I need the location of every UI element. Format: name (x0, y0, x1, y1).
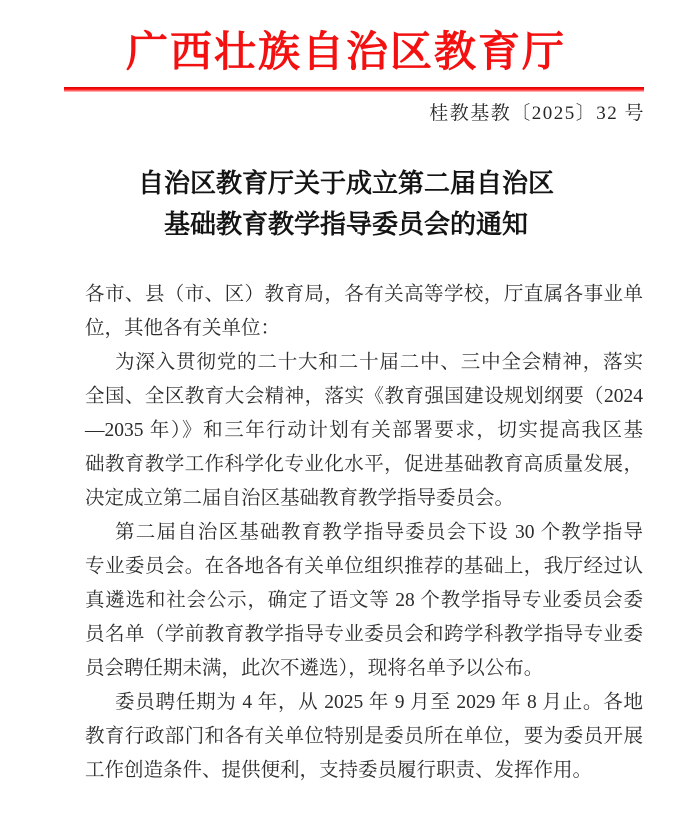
body-line: 第二届自治区基础教育教学指导委员会下设 30 个教学指导 (115, 522, 643, 543)
body-line: 为深入贯彻党的二十大和二十届二中、三中全会精神，落实 (115, 352, 643, 373)
doc-number: 桂教基教〔2025〕32 号 (429, 103, 645, 124)
body-line: 员会聘任期未满，此次不遴选），现将名单予以公布。 (85, 658, 544, 679)
body-line: 专业委员会。在各地各有关单位组织推荐的基础上，我厅经过认 (85, 556, 643, 577)
body-line: 决定成立第二届自治区基础教育教学指导委员会。 (85, 488, 515, 509)
body-line: 员名单（学前教育教学指导专业委员会和跨学科教学指导专业委 (85, 624, 643, 645)
body-line: 全国、全区教育大会精神，落实《教育强国建设规划纲要（2024 (85, 386, 643, 407)
body-line: 真遴选和社会公示，确定了语文等 28 个教学指导专业委员会委 (85, 590, 643, 611)
body-line: 教育行政部门和各有关单位特别是委员所在单位，要为委员开展 (85, 726, 643, 747)
body-line: 委员聘任期为 4 年，从 2025 年 9 月至 2029 年 8 月止。各地 (115, 692, 643, 713)
body-line: —2035 年）》和三年行动计划有关部署要求，切实提高我区基 (85, 420, 643, 441)
notice-title-line-2: 基础教育教学指导委员会的通知 (163, 210, 528, 239)
body-line: 各市、县（市、区）教育局，各有关高等学校，厅直属各事业单 (85, 284, 643, 305)
notice-title-line-1: 自治区教育厅关于成立第二届自治区 (137, 169, 554, 198)
red-divider-rule (64, 87, 644, 92)
body-line: 础教育教学工作科学化专业化水平，促进基础教育高质量发展， (85, 454, 643, 475)
body-line: 位，其他各有关单位： (85, 318, 281, 339)
body-line: 工作创造条件、提供便利，支持委员履行职责、发挥作用。 (85, 760, 593, 781)
agency-name: 广西壮族自治区教育厅 (125, 30, 566, 76)
notice-title (0, 163, 692, 245)
document-body (85, 278, 643, 788)
